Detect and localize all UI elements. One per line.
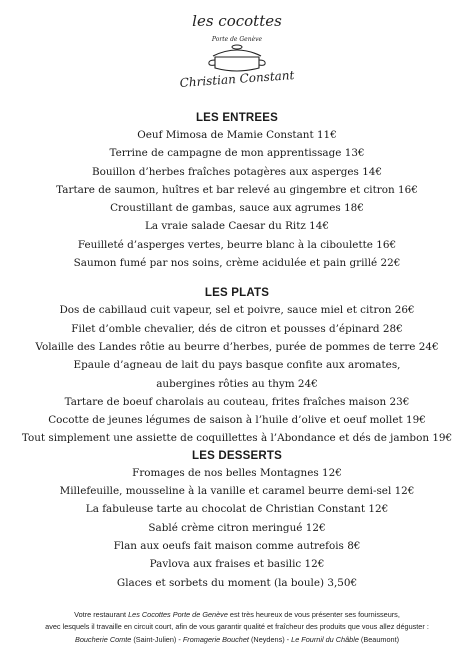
logo-title: les cocottes xyxy=(192,12,282,30)
menu-item: Tout simplement une assiette de coquillettes à l’Abondance et dés de jambon 19€ xyxy=(21,432,453,445)
footer-text: Votre restaurant xyxy=(74,610,129,619)
menu-item: Feuilleté d’asperges vertes, beurre blanc à la ciboulette 16€ xyxy=(77,238,397,251)
menu-item: Sablé crème citron meringué 12€ xyxy=(148,521,326,534)
menu-item: aubergines rôties au thym 24€ xyxy=(156,377,318,390)
menu-item: La fabuleuse tarte au chocolat de Christian Constant 12€ xyxy=(85,503,389,516)
menu-item: Tartare de saumon, huîtres et bar relevé au gingembre et citron 16€ xyxy=(56,183,418,196)
supplier-location: (Beaumont) xyxy=(358,634,400,644)
restaurant-logo xyxy=(167,10,307,102)
footer-line-1 xyxy=(0,609,474,621)
menu-item: Dos de cabillaud cuit vapeur, sel et poivre, sauce miel et citron 26€ xyxy=(59,304,415,317)
menu-item: Saumon fumé par nos soins, crème acidulée et pain grillé 22€ xyxy=(73,257,401,270)
menu-item: Volaille des Landes rôtie au beurre d’herbes, purée de pommes de terre 24€ xyxy=(35,340,439,353)
logo-chef-name: Christian Constant xyxy=(179,68,295,90)
menu-item: La vraie salade Caesar du Ritz 14€ xyxy=(144,220,330,233)
restaurant-name: Les Cocottes Porte de Genève xyxy=(128,610,228,619)
footer-line-2: avec lesquels il travaille en circuit court, afin de vous garantir qualité et fraîcheur des produits que vous allez déguster : xyxy=(45,622,429,632)
menu-item: Croustillant de gambas, sauce aux agrumes 18€ xyxy=(110,202,364,215)
footer-text: est très heureux de vous présenter ses fournisseurs, xyxy=(227,610,400,619)
supplier-location: (Neydens) - xyxy=(248,634,292,644)
footer-suppliers xyxy=(0,634,474,646)
section-title-desserts: LES DESSERTS xyxy=(192,449,282,462)
menu-item: Millefeuille, mousseline à la vanille et caramel beurre demi-sel 12€ xyxy=(59,485,415,498)
supplier-name: Fromagerie Bouchet xyxy=(182,634,249,644)
menu-item: Filet d’omble chevalier, dés de citron et pousses d’épinard 28€ xyxy=(71,322,403,335)
supplier-name: Boucherie Comte xyxy=(74,634,132,644)
section-title-entrees: LES ENTREES xyxy=(195,112,279,124)
menu-item: Bouillon d’herbes fraîches potagères aux asperges 14€ xyxy=(91,165,383,178)
suppliers-footer xyxy=(0,609,474,646)
menu-item: Epaule d’agneau de lait du pays basque confite aux aromates, xyxy=(73,359,401,372)
menu-item: Flan aux oeufs fait maison comme autrefois 8€ xyxy=(113,539,361,552)
menu-item: Oeuf Mimosa de Mamie Constant 11€ xyxy=(137,129,337,141)
section-title-plats: LES PLATS xyxy=(204,287,270,300)
supplier-location: (Saint-Julien) - xyxy=(131,634,183,644)
menu-list xyxy=(0,110,474,592)
logo-subtitle: Porte de Genève xyxy=(211,36,263,43)
menu-item: Tartare de boeuf charolais au couteau, frites fraîches maison 23€ xyxy=(64,395,410,408)
supplier-name: Le Fournil du Châble xyxy=(291,634,359,644)
menu-item: Cocotte de jeunes légumes de saison à l’huile d’olive et oeuf mollet 19€ xyxy=(48,414,426,427)
menu-item: Terrine de campagne de mon apprentissage 13€ xyxy=(109,147,365,160)
menu-item: Pavlova aux fraises et basilic 12€ xyxy=(149,558,325,571)
menu-item: Glaces et sorbets du moment (la boule) 3,50€ xyxy=(116,576,358,589)
menu-item: Fromages de nos belles Montagnes 12€ xyxy=(132,466,342,479)
